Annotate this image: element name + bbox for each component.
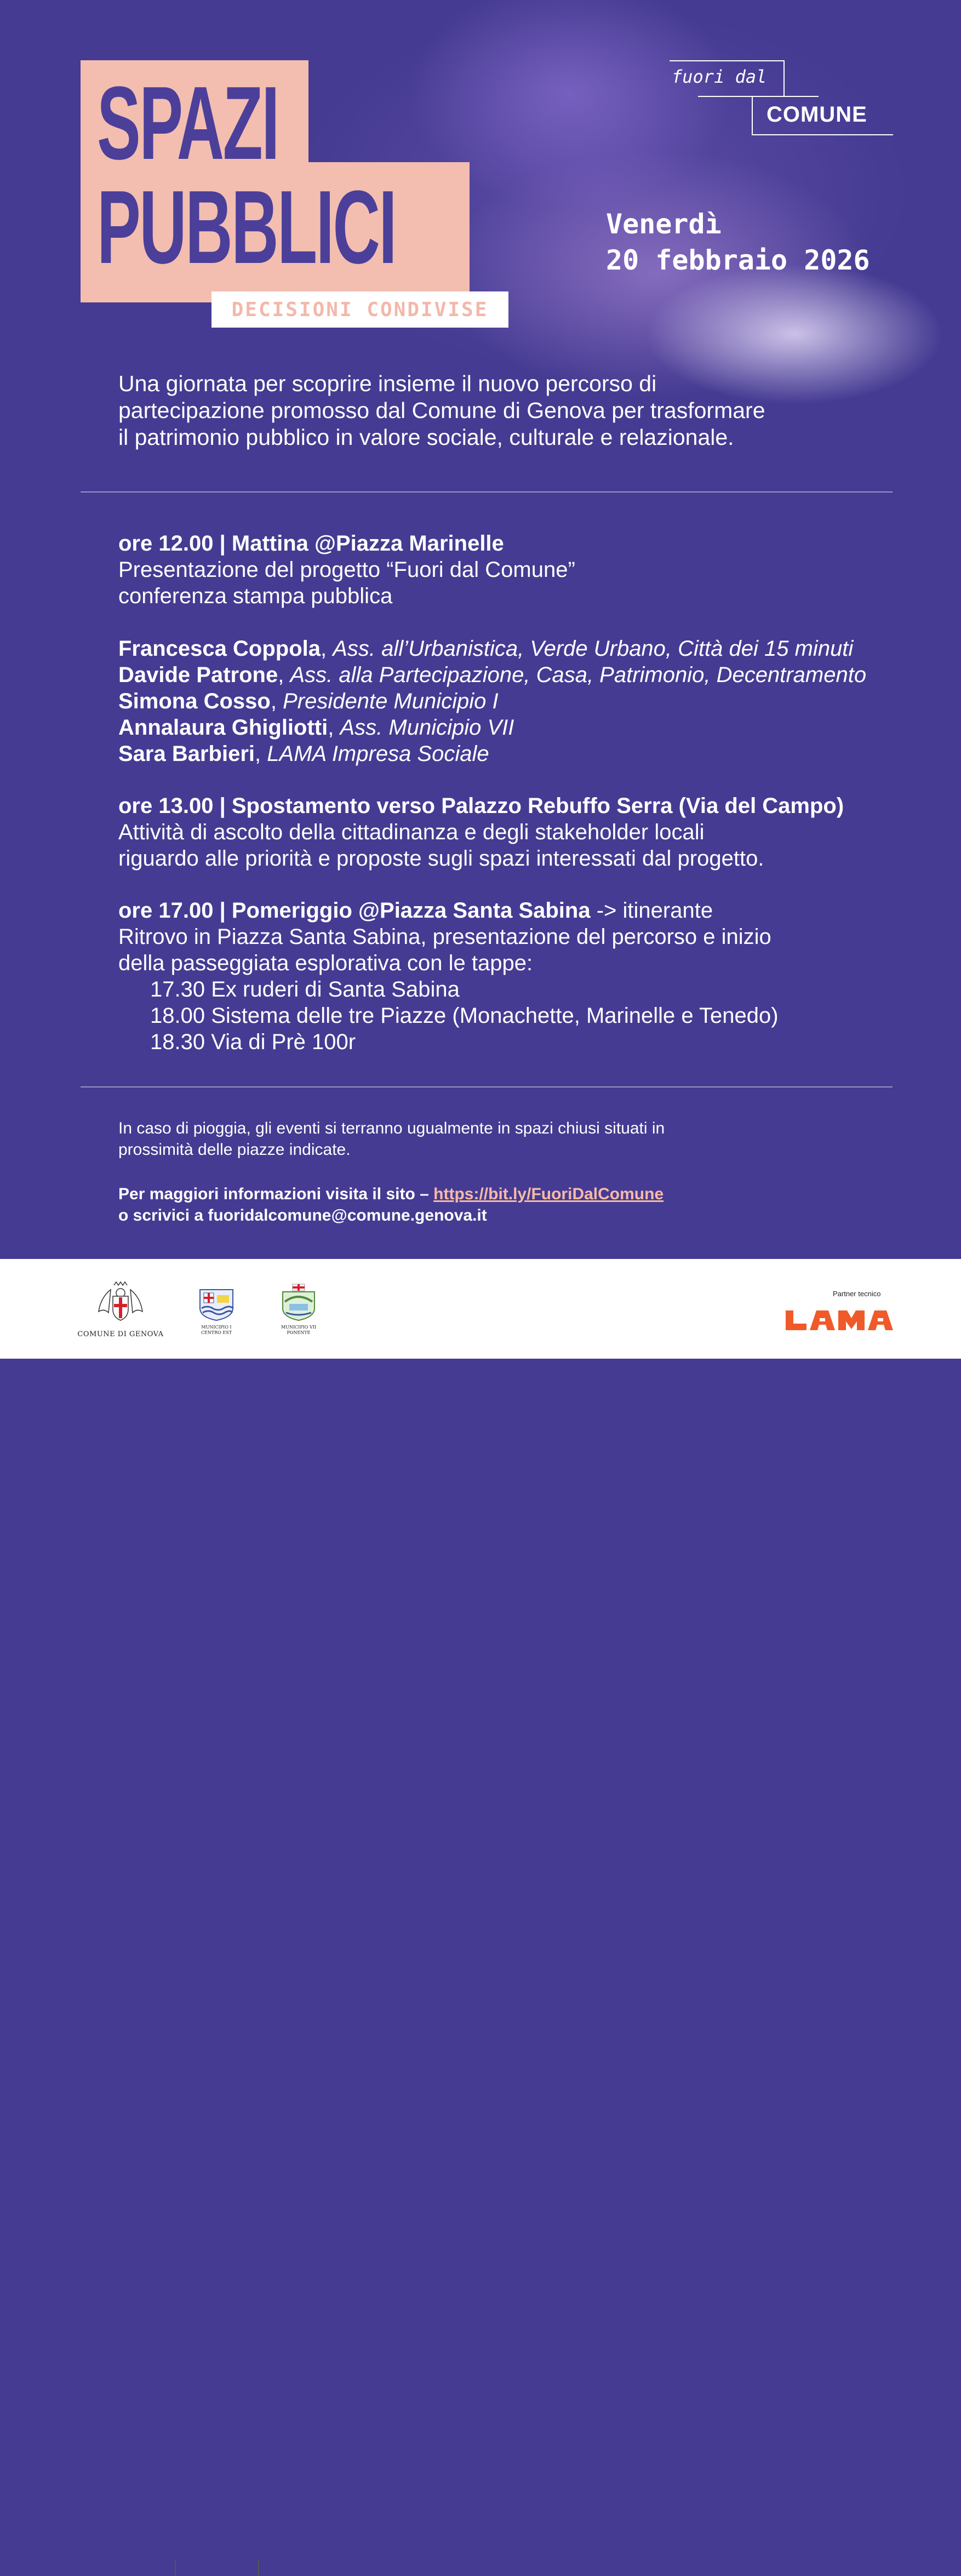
speaker-name: Sara Barbieri (118, 742, 255, 766)
municipio-1-label: MUNICIPIO I CENTRO EST (201, 1325, 232, 1335)
lama-logo (786, 1309, 893, 1331)
program-section-1 (118, 530, 575, 609)
speaker-name: Francesca Coppola (118, 637, 321, 661)
intro-paragraph (118, 370, 896, 451)
municipio-1-crest-icon (198, 1287, 234, 1321)
contact-info (118, 1183, 663, 1226)
section-3-line: Ritrovo in Piazza Santa Sabina, presentazione del percorso e inizio (118, 925, 771, 949)
logo-footer (0, 1259, 961, 1359)
speaker-role: Ass. alla Partecipazione, Casa, Patrimonio, Decentramento (290, 663, 867, 687)
section-2-heading: ore 13.00 | Spostamento verso Palazzo Rebuffo Serra (Via del Campo) (118, 794, 844, 818)
section-3-heading-tail: -> itinerante (590, 898, 713, 923)
title-line-spazi: SPAZI (97, 65, 279, 181)
brand-top: fuori dal (672, 66, 767, 87)
section-3-line: della passeggiata esplorativa con le tappe: (118, 951, 533, 975)
title-line-pubblici: PUBBLICI (97, 169, 396, 285)
brand-bottom: COMUNE (766, 102, 867, 127)
poster (0, 0, 961, 1259)
rain-line: prossimità delle piazze indicate. (118, 1141, 351, 1159)
intro-line: il patrimonio pubblico in valore sociale, culturale e relazionale. (118, 425, 734, 450)
speaker-name: Davide Patrone (118, 663, 278, 687)
municipio-7-label: MUNICIPIO VII PONENTE (281, 1325, 317, 1335)
section-2-line: riguardo alle priorità e proposte sugli spazi interessati dal progetto. (118, 846, 764, 871)
stop-item: 17.30 Ex ruderi di Santa Sabina (150, 977, 460, 1001)
municipio-7-crest-icon (281, 1283, 317, 1321)
section-2-line: Attività di ascolto della cittadinanza e degli stakeholder locali (118, 820, 705, 844)
intro-line: partecipazione promosso dal Comune di Genova per trasformare (118, 398, 765, 423)
speaker-item: Annalaura Ghigliotti, Ass. Municipio VII (118, 715, 514, 740)
rain-line: In caso di pioggia, gli eventi si terranno ugualmente in spazi chiusi situati in (118, 1119, 665, 1137)
website-link[interactable]: https://bit.ly/FuoriDalComune (433, 1185, 664, 1203)
stop-item: 18.00 Sistema delle tre Piazze (Monachette, Marinelle e Tenedo) (150, 1004, 779, 1028)
program-section-3 (118, 897, 779, 1055)
divider-bottom (81, 1086, 893, 1087)
program-section-2 (118, 793, 844, 872)
info-prefix: Per maggiori informazioni visita il sito – (118, 1185, 434, 1203)
speaker-item: Francesca Coppola, Ass. all’Urbanistica, Verde Urbano, Città dei 15 minuti (118, 637, 854, 661)
divider-top (81, 491, 893, 493)
speaker-role: Presidente Municipio I (283, 689, 499, 713)
speaker-role: Ass. Municipio VII (340, 715, 514, 740)
date-day: Venerdì (606, 208, 722, 240)
speaker-item: Davide Patrone, Ass. alla Partecipazione, Casa, Patrimonio, Decentramento (118, 663, 867, 687)
rain-notice (118, 1118, 665, 1160)
intro-line: Una giornata per scoprire insieme il nuovo percorso di (118, 371, 657, 396)
section-3-heading: ore 17.00 | Pomeriggio @Piazza Santa Sabina (118, 898, 591, 923)
section-1-line: Presentazione del progetto “Fuori dal Comune” (118, 558, 575, 582)
speaker-name: Simona Cosso (118, 689, 271, 713)
section-1-line: conferenza stampa pubblica (118, 584, 393, 608)
comune-genova-crest-icon (92, 1281, 149, 1324)
speaker-item: Sara Barbieri, LAMA Impresa Sociale (118, 742, 489, 766)
speakers-list (118, 636, 866, 767)
speaker-name: Annalaura Ghigliotti (118, 715, 328, 740)
logo-separator (258, 2560, 259, 2576)
tagline: DECISIONI CONDIVISE (211, 291, 508, 328)
email-line[interactable]: o scrivici a fuoridalcomune@comune.genova.it (118, 1206, 487, 1224)
speaker-role: Ass. all’Urbanistica, Verde Urbano, Città dei 15 minuti (333, 637, 854, 661)
stop-item: 18.30 Via di Prè 100r (150, 1030, 356, 1054)
logo-separator (175, 2560, 176, 2576)
speaker-item: Simona Cosso, Presidente Municipio I (118, 689, 499, 713)
partner-label: Partner tecnico (833, 1290, 881, 1298)
section-1-heading: ore 12.00 | Mattina @Piazza Marinelle (118, 531, 504, 556)
speaker-role: LAMA Impresa Sociale (267, 742, 489, 766)
date-full: 20 febbraio 2026 (606, 244, 870, 276)
comune-genova-label: COMUNE DI GENOVA (77, 1330, 164, 1338)
